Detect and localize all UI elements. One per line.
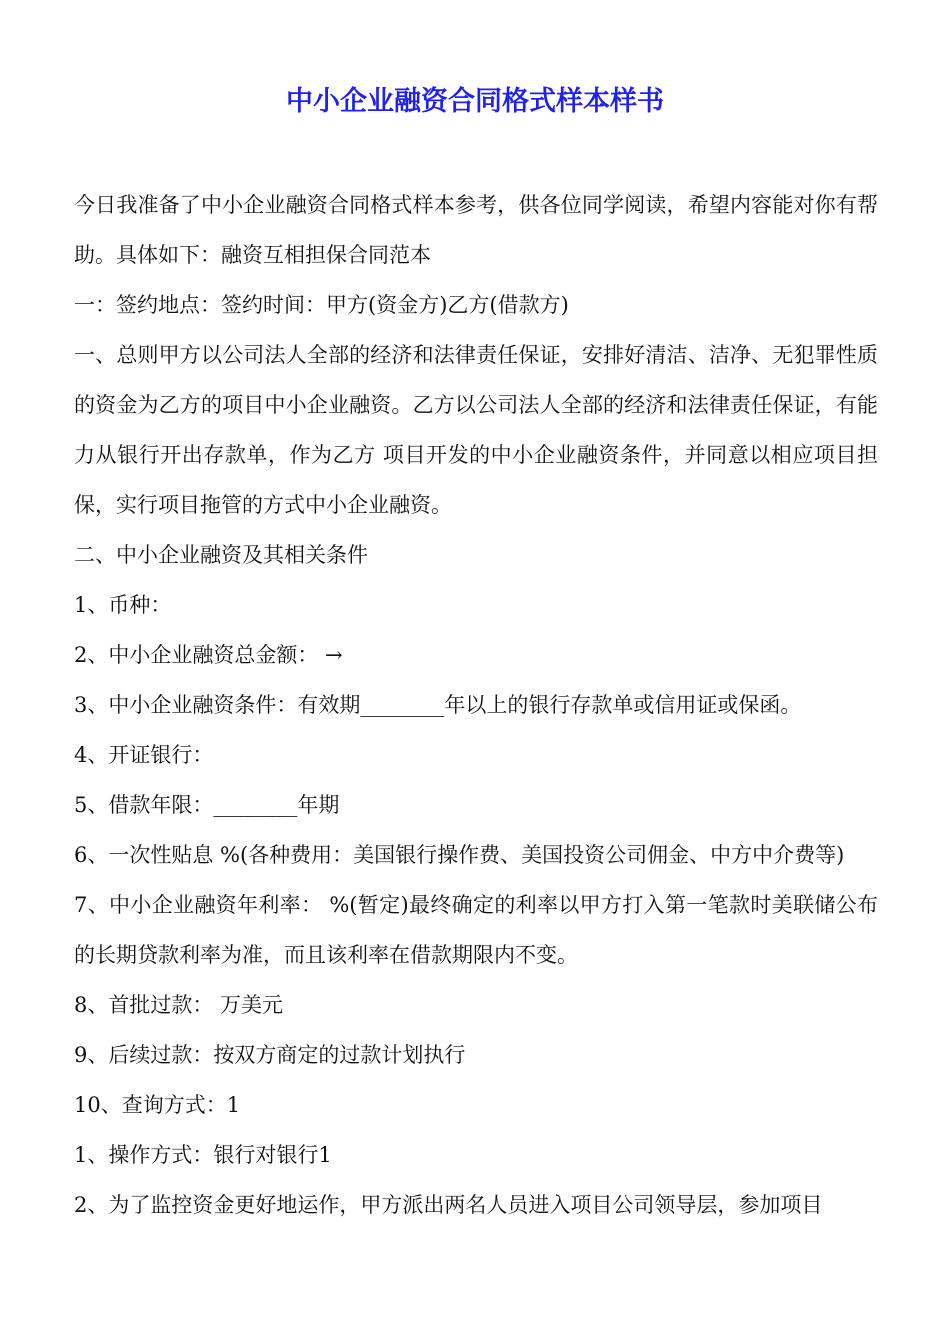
paragraph-signing-info: 一：签约地点：签约时间：甲方(资金方)乙方(借款方)	[74, 293, 569, 317]
clause-loan-term: 5、借款年限：________年期	[74, 793, 340, 817]
clause-subsequent-transfers: 9、后续过款：按双方商定的过款计划执行	[74, 1043, 466, 1067]
clause-total-amount: 2、中小企业融资总金额： →	[74, 643, 343, 667]
clause-operation-method: 1、操作方式：银行对银行1	[74, 1143, 332, 1167]
clause-fund-supervision: 2、为了监控资金更好地运作，甲方派出两名人员进入项目公司领导层，参加项目	[74, 1193, 823, 1217]
document-title: 中小企业融资合同格式样本样书	[286, 86, 664, 117]
clause-annual-interest-rate: 7、中小企业融资年利率： %(暂定)最终确定的利率以甲方打入第一笔款时美联储公布的长期贷款利率为准，而且该利率在借款期限内不变。	[74, 893, 878, 967]
clause-issuing-bank: 4、开证银行：	[74, 743, 214, 767]
paragraph-intro: 今日我准备了中小企业融资合同格式样本参考，供各位同学阅读，希望内容能对你有帮助。具体如下：融资互相担保合同范本	[74, 193, 878, 267]
clause-one-time-discount: 6、一次性贴息 %(各种费用：美国银行操作费、美国投资公司佣金、中方中介费等)	[74, 843, 845, 867]
clause-currency: 1、币种：	[74, 593, 172, 617]
clause-financing-conditions: 3、中小企业融资条件：有效期________年以上的银行存款单或信用证或保函。	[74, 693, 802, 717]
section-heading-financing-conditions: 二、中小企业融资及其相关条件	[74, 543, 368, 567]
document-body	[74, 180, 878, 1230]
paragraph-general-principles: 一、总则甲方以公司法人全部的经济和法律责任保证，安排好清洁、洁净、无犯罪性质的资金为乙方的项目中小企业融资。乙方以公司法人全部的经济和法律责任保证，有能力从银行开出存款单，作为乙方 项目开发的中小企业融资条件，并同意以相应项目担保，实行项目拖管的方式中小企业融资。	[74, 343, 878, 517]
clause-inquiry-method: 10、查询方式：1	[74, 1093, 241, 1117]
clause-first-transfer: 8、首批过款： 万美元	[74, 993, 284, 1017]
